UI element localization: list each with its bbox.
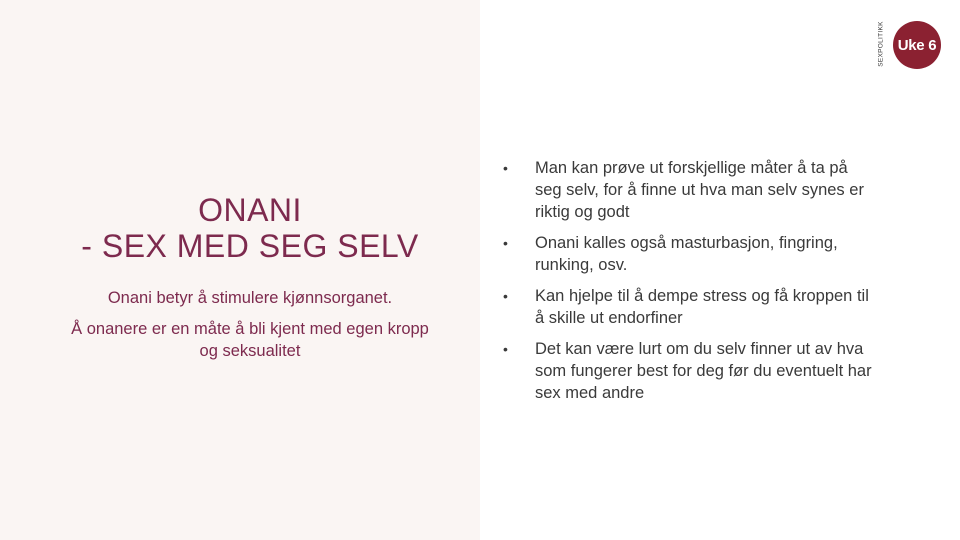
bullet-text-line: Man kan prøve ut forskjellige måter å ta på [535,159,848,177]
bullet-text-line: å skille ut endorfiner [535,309,683,327]
bullet-list [502,157,922,413]
uke6-logo-badge [893,21,941,69]
bullet-text-line: Kan hjelpe til å dempe stress og få kroppen til [535,287,869,305]
description-line-2: og seksualitet [199,342,301,360]
definition-line: Onani betyr å stimulere kjønnsorganet. [107,289,393,307]
title-line-1: ONANI [198,192,302,228]
bullet-dot-icon: • [503,160,508,176]
bullet-item [502,285,922,329]
badge-text: Uke 6 [897,36,937,54]
bullet-text-line: seg selv, for å finne ut hva man selv synes er [535,181,864,199]
bullet-item [502,232,922,276]
bullet-item [502,157,922,223]
bullet-text-line: Det kan være lurt om du selv finner ut av hva [535,340,864,358]
bullet-text-line: Onani kalles også masturbasjon, fingring, [535,234,838,252]
title-line-2: - SEX MED SEG SELV [81,228,419,264]
bullet-text-line: sex med andre [535,384,645,402]
bullet-dot-icon: • [503,341,508,357]
bullet-text-line: riktig og godt [535,203,630,221]
brand-vertical-label [871,18,891,70]
slide-title [0,192,500,264]
description-text [0,318,500,362]
brand-vertical-text: SEXPOLITIKK [877,21,885,67]
description-line-1: Å onanere er en måte å bli kjent med egen kropp [71,320,429,338]
bullet-text-line: runking, osv. [535,256,628,274]
bullet-dot-icon: • [503,235,508,251]
bullet-item [502,338,922,404]
bullet-text-line: som fungerer best for deg før du eventuelt har [535,362,872,380]
bullet-dot-icon: • [503,288,508,304]
definition-text [0,287,500,309]
